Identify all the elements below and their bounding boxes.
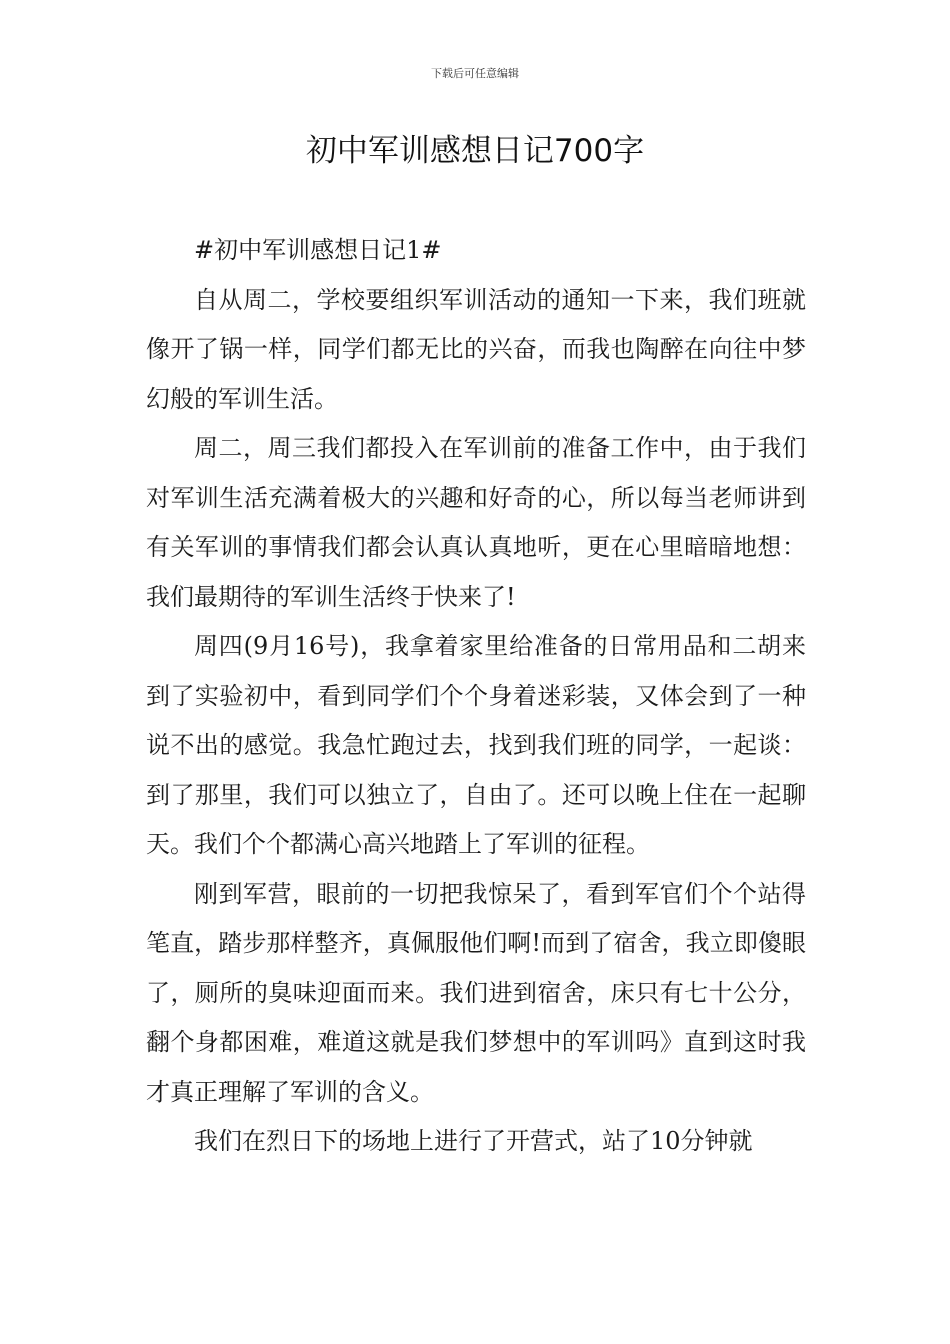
body-paragraph: 周四(9月16号)，我拿着家里给准备的日常用品和二胡来到了实验初中，看到同学们个个身着迷彩装，又体会到了一种说不出的感觉。我急忙跑过去，找到我们班的同学，一起谈：到了那里，我们可以独立了，自由了。还可以晚上住在一起聊天。我们个个都满心高兴地踏上了军训的征程。 bbox=[146, 632, 806, 858]
header-note: 下载后可任意编辑 bbox=[431, 67, 519, 80]
document-body bbox=[146, 226, 806, 1167]
body-paragraph: 我们在烈日下的场地上进行了开营式，站了10分钟就 bbox=[194, 1127, 753, 1155]
section-heading: #初中军训感想日记1# bbox=[194, 236, 442, 264]
body-paragraph: 自从周二，学校要组织军训活动的通知一下来，我们班就像开了锅一样，同学们都无比的兴奋，而我也陶醉在向往中梦幻般的军训生活。 bbox=[146, 285, 806, 413]
body-paragraph: 周二，周三我们都投入在军训前的准备工作中，由于我们对军训生活充满着极大的兴趣和好奇的心，所以每当老师讲到有关军训的事情我们都会认真认真地听，更在心里暗暗地想：我们最期待的军训生活终于快来了! bbox=[146, 434, 806, 611]
body-paragraph: 刚到军营，眼前的一切把我惊呆了，看到军官们个个站得笔直，踏步那样整齐，真佩服他们啊!而到了宿舍，我立即傻眼了，厕所的臭味迎面而来。我们进到宿舍，床只有七十公分，翻个身都困难，难道这就是我们梦想中的军训吗》直到这时我才真正理解了军训的含义。 bbox=[146, 879, 806, 1106]
document-title: 初中军训感想日记700字 bbox=[305, 133, 645, 169]
